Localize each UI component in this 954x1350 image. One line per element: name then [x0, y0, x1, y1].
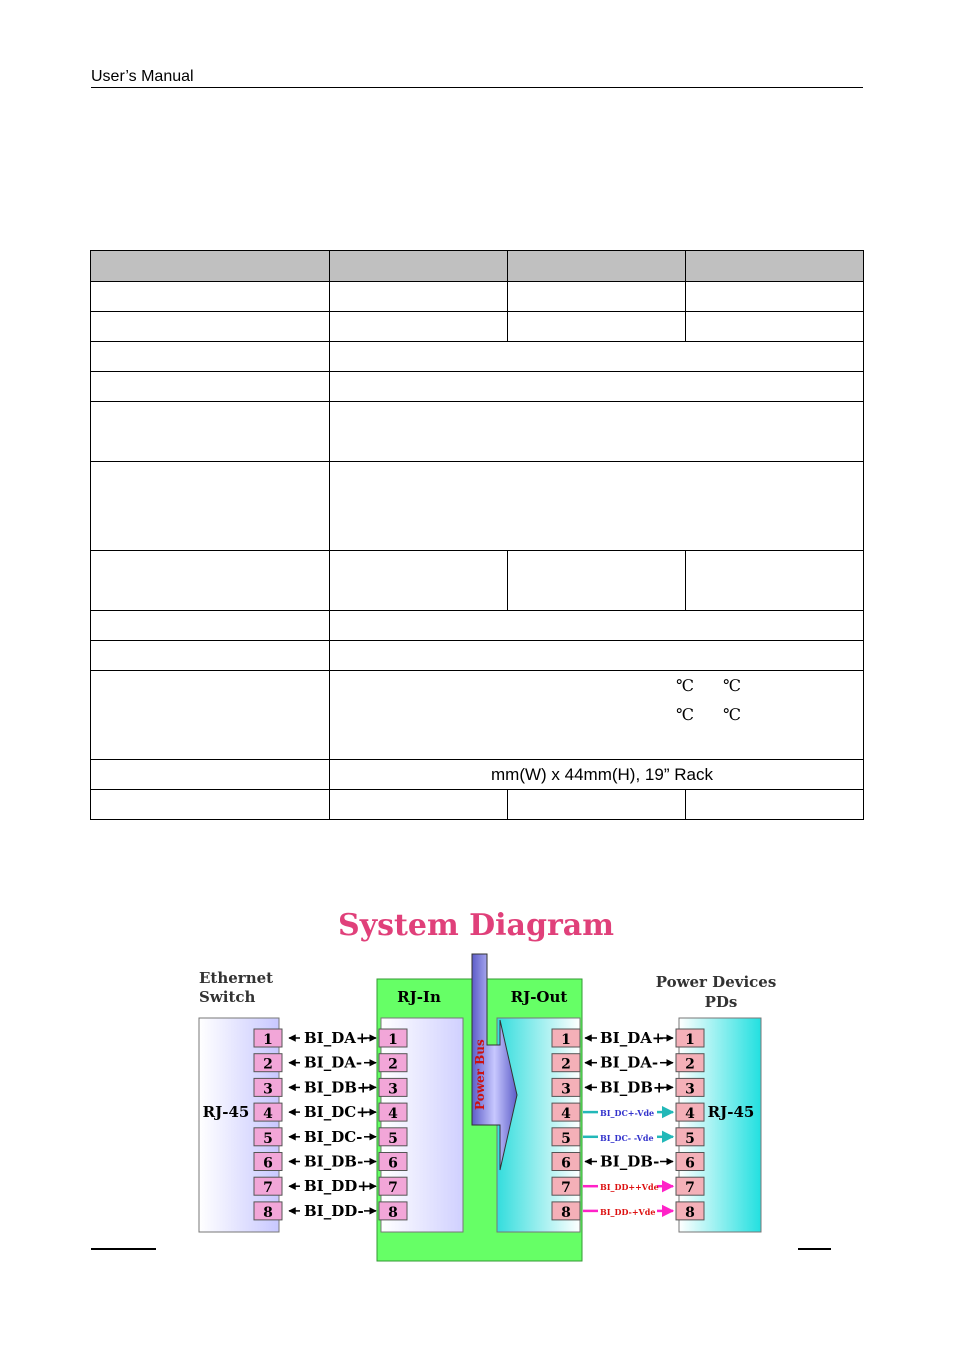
left-device-label-1: Ethernet [199, 969, 274, 987]
right-device-pin-number: 1 [685, 1032, 695, 1048]
left-device-label-2: Switch [199, 988, 256, 1006]
table-cell [91, 671, 330, 760]
table-row [91, 462, 864, 551]
table-row [91, 282, 864, 312]
table-cell [330, 551, 508, 611]
left-signal-label: BI_DB- [304, 1152, 364, 1171]
rj-out-pin-number: 5 [561, 1130, 571, 1147]
table-cell [330, 671, 864, 760]
left-device-pin-number: 8 [263, 1204, 273, 1221]
table-cell [686, 312, 864, 342]
left-device-port: RJ-45 [202, 1103, 250, 1121]
left-signal-label: BI_DC+ [304, 1103, 369, 1122]
table-cell [686, 790, 864, 820]
rj-out-pin-number: 6 [561, 1155, 571, 1172]
right-device-label-2: PDs [704, 993, 738, 1011]
left-signal-label: BI_DD+ [304, 1177, 370, 1196]
right-device-pin-number: 2 [685, 1056, 695, 1073]
table-row [91, 402, 864, 462]
table-cell [91, 342, 330, 372]
right-device-pin-number: 8 [685, 1204, 695, 1221]
left-device-pin-number: 3 [263, 1081, 273, 1098]
table-cell [91, 641, 330, 671]
right-device-label-1: Power Devices [655, 973, 777, 991]
table-cell [330, 462, 864, 551]
left-device-pin-number: 7 [263, 1180, 273, 1197]
table-cell [330, 611, 864, 641]
left-signal-label: BI_DD- [304, 1201, 364, 1220]
left-device-pin-number: 2 [263, 1056, 273, 1073]
table-cell [330, 342, 864, 372]
celsius-symbol: ℃ [676, 705, 694, 724]
right-signal-label: BI_DC+-Vde [600, 1108, 655, 1119]
right-device-port: RJ-45 [707, 1103, 755, 1121]
right-signal-label: BI_DA- [600, 1053, 659, 1072]
right-device-box [679, 1018, 761, 1232]
table-cell [330, 372, 864, 402]
table-row [91, 611, 864, 641]
right-signal-label: BI_DA+ [600, 1029, 665, 1047]
right-signal-label: BI_DD-+Vde [600, 1206, 656, 1217]
table-cell [330, 251, 508, 282]
table-cell [91, 402, 330, 462]
right-signal-label: BI_DC- -Vde [600, 1132, 654, 1143]
celsius-symbol: ℃ [676, 676, 694, 695]
left-device-pin-number: 1 [263, 1032, 273, 1048]
right-signal-label: BI_DB- [600, 1152, 660, 1171]
footer-rule-right [798, 1248, 831, 1250]
left-signal-label: BI_DA+ [304, 1029, 369, 1047]
table-cell [686, 251, 864, 282]
rj-out-label: RJ-Out [510, 988, 568, 1006]
table-row [91, 641, 864, 671]
right-device-pin-number: 3 [685, 1081, 695, 1098]
rj-in-pin-number: 4 [388, 1106, 398, 1123]
table-cell [508, 551, 686, 611]
right-device-pin-number: 6 [685, 1155, 695, 1172]
table-row [91, 790, 864, 820]
left-device-pin-number: 5 [263, 1130, 273, 1147]
left-signal-label: BI_DA- [304, 1053, 363, 1072]
table-row [91, 760, 864, 790]
table-row [91, 312, 864, 342]
table-cell [91, 312, 330, 342]
rj-in-pin-number: 6 [388, 1155, 398, 1172]
left-signal-label: BI_DC- [304, 1127, 363, 1146]
rj-in-pin-number: 7 [388, 1180, 398, 1197]
left-device-pin-number: 6 [263, 1155, 273, 1172]
rj-in-pin-number: 8 [388, 1204, 398, 1221]
rj-in-pin-number: 2 [388, 1056, 398, 1073]
table-cell [508, 251, 686, 282]
table-cell [330, 790, 508, 820]
dimension-text: mm(W) x 44mm(H), 19” Rack [491, 764, 713, 784]
table-cell [686, 551, 864, 611]
table-row [91, 342, 864, 372]
right-signal-label: BI_DD++Vde [600, 1182, 659, 1193]
rj-out-pin-number: 7 [561, 1180, 571, 1197]
table-row [91, 372, 864, 402]
table-cell [91, 462, 330, 551]
table-header-row [91, 251, 864, 282]
celsius-symbol: ℃ [723, 705, 741, 724]
header-title: User’s Manual [91, 68, 194, 85]
diagram-title: System Diagram [338, 908, 614, 943]
table-cell [91, 790, 330, 820]
spec-table [90, 250, 864, 820]
table-row [91, 551, 864, 611]
right-device-pin-number: 5 [685, 1130, 695, 1147]
table-cell [91, 551, 330, 611]
rj-in-box [381, 1018, 463, 1232]
rj-out-pin-number: 2 [561, 1056, 571, 1073]
celsius-symbol: ℃ [723, 676, 741, 695]
rj-out-pin-number: 8 [561, 1204, 571, 1221]
left-device-box [199, 1018, 279, 1232]
table-cell [91, 760, 330, 790]
table-cell [330, 282, 508, 312]
table-cell [686, 282, 864, 312]
system-diagram [0, 890, 954, 1270]
table-cell [330, 641, 864, 671]
footer-rule-left [91, 1248, 156, 1250]
rj-in-pin-number: 3 [388, 1081, 398, 1098]
table-cell [91, 372, 330, 402]
table-cell [508, 312, 686, 342]
table-cell [91, 611, 330, 641]
power-bus-label: Power Bus [473, 1039, 487, 1110]
right-device-pin-number: 7 [685, 1180, 695, 1197]
rj-in-label: RJ-In [397, 988, 441, 1006]
page-header [91, 67, 863, 88]
right-device-pin-number: 4 [685, 1106, 695, 1123]
table-cell [330, 402, 864, 462]
rj-out-pin-number: 1 [561, 1032, 571, 1048]
table-row-temperature [91, 671, 864, 760]
right-signal-label: BI_DB+ [600, 1078, 666, 1097]
table-cell [91, 251, 330, 282]
table-cell [330, 312, 508, 342]
rj-in-pin-number: 1 [388, 1032, 398, 1048]
table-cell [91, 282, 330, 312]
left-signal-label: BI_DB+ [304, 1078, 370, 1097]
rj-out-pin-number: 3 [561, 1081, 571, 1098]
table-cell [508, 790, 686, 820]
dimension-cell [330, 760, 864, 790]
left-device-pin-number: 4 [263, 1106, 273, 1123]
rj-in-pin-number: 5 [388, 1130, 398, 1147]
rj-out-pin-number: 4 [561, 1106, 571, 1123]
table-cell [508, 282, 686, 312]
